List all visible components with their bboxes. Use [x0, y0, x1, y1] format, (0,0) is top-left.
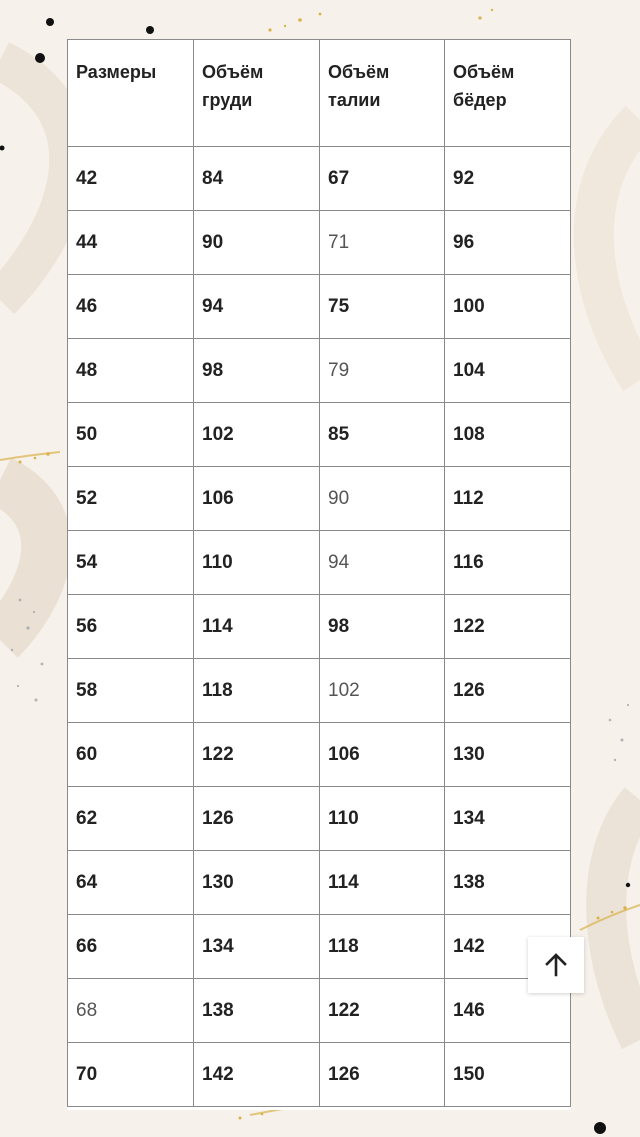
table-cell: 142 — [445, 915, 571, 979]
table-row — [68, 851, 571, 915]
table-cell: 64 — [68, 851, 194, 915]
table-cell: 67 — [320, 147, 445, 211]
table-cell: 114 — [320, 851, 445, 915]
table-cell: 122 — [445, 595, 571, 659]
table-cell: 68 — [68, 979, 194, 1043]
table-row — [68, 979, 571, 1043]
table-row — [68, 275, 571, 339]
column-header-hips: Объём бёдер — [445, 40, 571, 147]
table-row — [68, 531, 571, 595]
table-cell: 94 — [194, 275, 320, 339]
table-row — [68, 467, 571, 531]
table-cell: 98 — [320, 595, 445, 659]
table-cell: 110 — [320, 787, 445, 851]
table-cell: 96 — [445, 211, 571, 275]
table-cell: 94 — [320, 531, 445, 595]
table-row — [68, 147, 571, 211]
table-cell: 138 — [445, 851, 571, 915]
table-cell: 106 — [320, 723, 445, 787]
table-cell: 42 — [68, 147, 194, 211]
table-cell: 150 — [445, 1043, 571, 1107]
table-cell: 90 — [194, 211, 320, 275]
table-cell: 102 — [194, 403, 320, 467]
table-cell: 56 — [68, 595, 194, 659]
column-header-size: Размеры — [68, 40, 194, 147]
table-cell: 138 — [194, 979, 320, 1043]
table-cell: 134 — [445, 787, 571, 851]
table-cell: 104 — [445, 339, 571, 403]
table-cell: 52 — [68, 467, 194, 531]
table-cell: 50 — [68, 403, 194, 467]
size-chart-table — [67, 39, 571, 1107]
table-cell: 118 — [320, 915, 445, 979]
table-cell: 130 — [445, 723, 571, 787]
table-cell: 114 — [194, 595, 320, 659]
table-cell: 110 — [194, 531, 320, 595]
table-cell: 122 — [194, 723, 320, 787]
table-row — [68, 723, 571, 787]
table-cell: 54 — [68, 531, 194, 595]
table-cell: 84 — [194, 147, 320, 211]
table-row — [68, 915, 571, 979]
table-row — [68, 595, 571, 659]
table-cell: 122 — [320, 979, 445, 1043]
table-cell: 98 — [194, 339, 320, 403]
table-cell: 146 — [445, 979, 571, 1043]
table-row — [68, 1043, 571, 1107]
table-row — [68, 211, 571, 275]
table-cell: 142 — [194, 1043, 320, 1107]
table-header-row — [68, 40, 571, 147]
table-row — [68, 787, 571, 851]
table-cell: 106 — [194, 467, 320, 531]
table-cell: 46 — [68, 275, 194, 339]
arrow-up-icon — [543, 952, 569, 978]
table-cell: 90 — [320, 467, 445, 531]
table-row — [68, 403, 571, 467]
table-cell: 62 — [68, 787, 194, 851]
table-row — [68, 659, 571, 723]
table-cell: 60 — [68, 723, 194, 787]
table-cell: 134 — [194, 915, 320, 979]
table-cell: 126 — [320, 1043, 445, 1107]
table-cell: 112 — [445, 467, 571, 531]
table-cell: 48 — [68, 339, 194, 403]
table-cell: 130 — [194, 851, 320, 915]
table-cell: 92 — [445, 147, 571, 211]
table-cell: 58 — [68, 659, 194, 723]
table-cell: 70 — [68, 1043, 194, 1107]
table-cell: 108 — [445, 403, 571, 467]
table-cell: 100 — [445, 275, 571, 339]
table-cell: 66 — [68, 915, 194, 979]
scroll-to-top-button[interactable] — [528, 937, 584, 993]
table-cell: 102 — [320, 659, 445, 723]
table-cell: 116 — [445, 531, 571, 595]
column-header-bust: Объём груди — [194, 40, 320, 147]
column-header-waist: Объём талии — [320, 40, 445, 147]
table-cell: 85 — [320, 403, 445, 467]
table-cell: 126 — [445, 659, 571, 723]
size-chart-card — [67, 39, 571, 1110]
table-cell: 126 — [194, 787, 320, 851]
table-row — [68, 339, 571, 403]
table-cell: 75 — [320, 275, 445, 339]
table-cell: 118 — [194, 659, 320, 723]
table-cell: 79 — [320, 339, 445, 403]
table-cell: 44 — [68, 211, 194, 275]
table-cell: 71 — [320, 211, 445, 275]
